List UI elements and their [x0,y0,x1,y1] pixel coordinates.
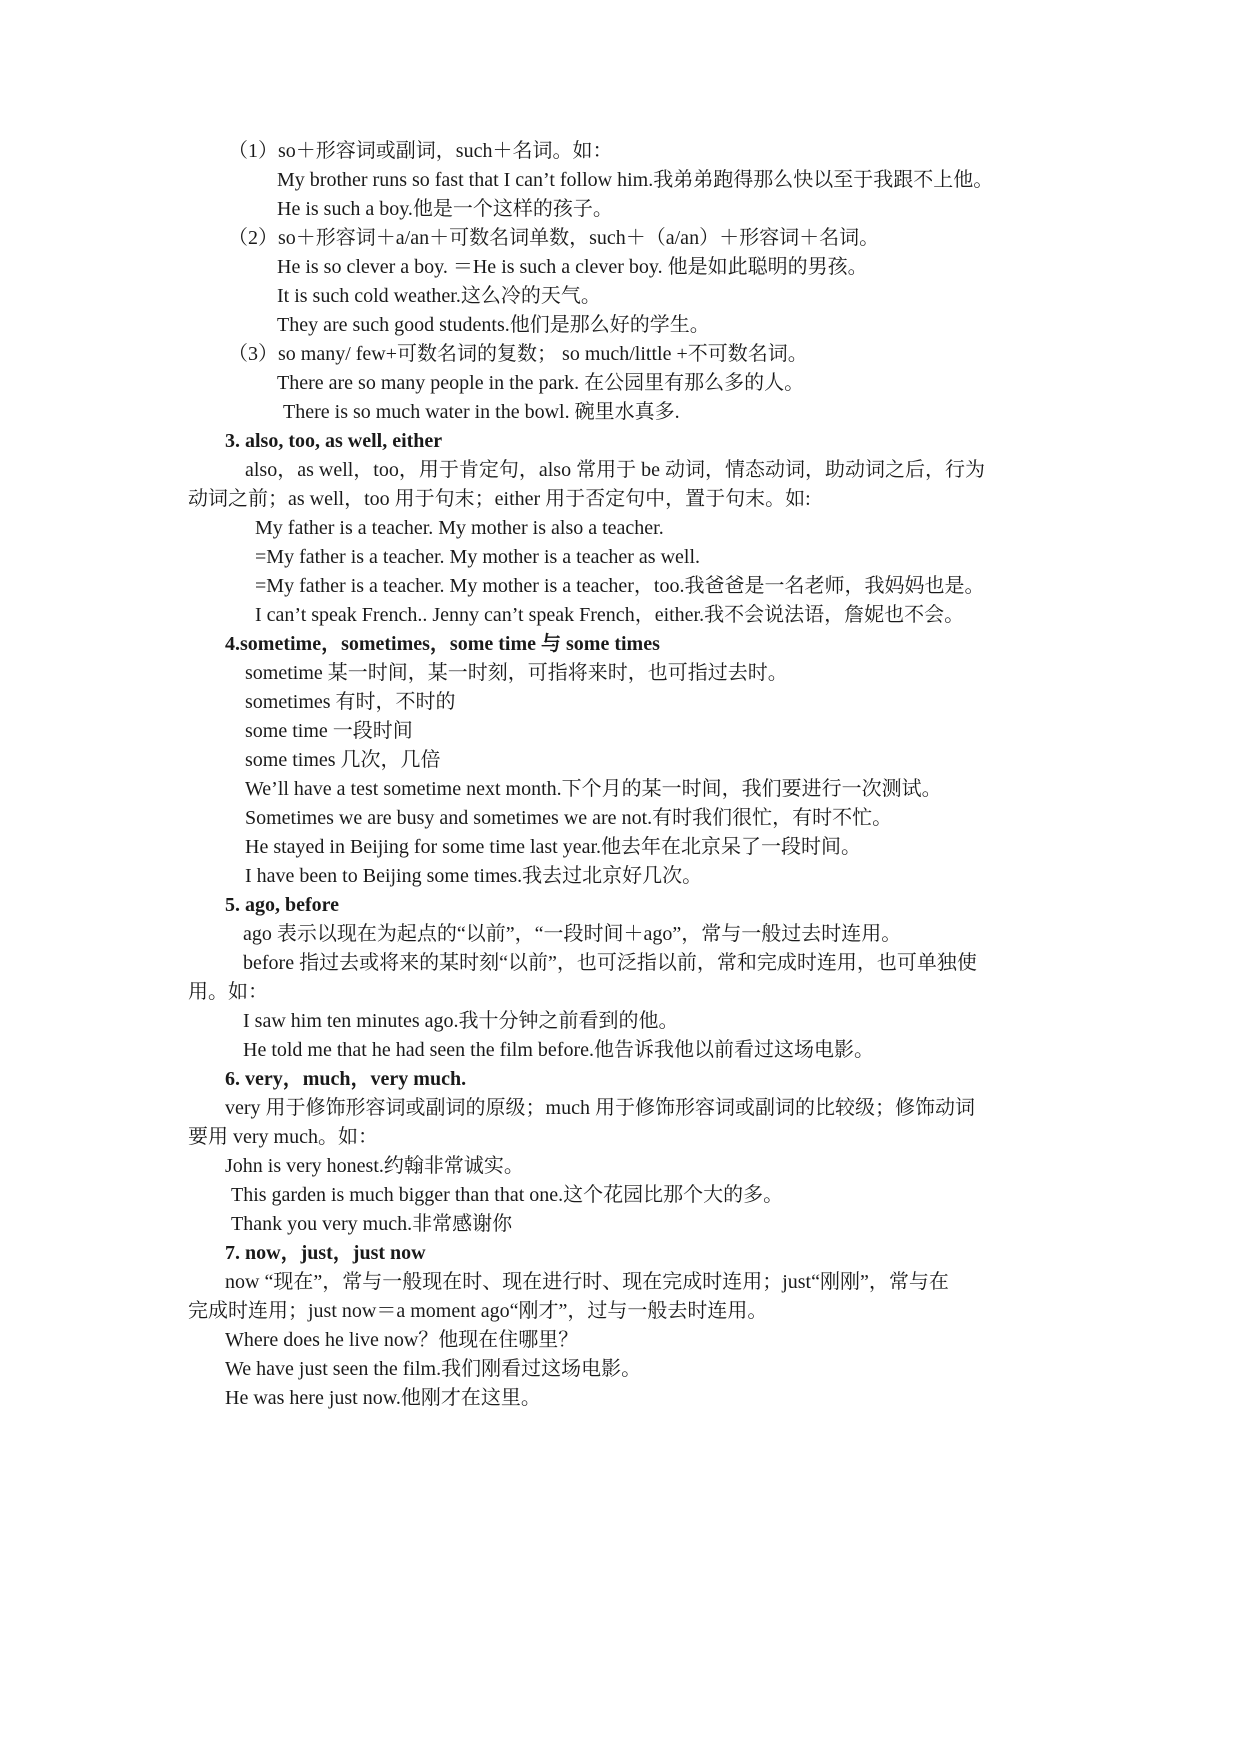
section-6-heading: 6. very，much，very much. [225,1068,467,1090]
rule-3-heading: （3）so many/ few+可数名词的复数； so much/little +不可数名词。 [228,343,808,365]
example-sentence: We have just seen the film.我们刚看过这场电影。 [225,1358,642,1380]
example-sentence: He is such a boy.他是一个这样的孩子。 [277,198,613,220]
example-sentence: My father is a teacher. My mother is also a teacher. [255,517,664,539]
example-sentence: My brother runs so fast that I can’t follow him.我弟弟跑得那么快以至于我跟不上他。 [277,169,994,191]
definition-line: sometimes 有时，不时的 [245,691,456,713]
explanation-text: before 指过去或将来的某时刻“以前”，也可泛指以前，常和完成时连用，也可单独使 [243,952,977,974]
section-4-heading: 4.sometime，sometimes，some time 与 some times [225,633,660,655]
example-sentence: Thank you very much.非常感谢你 [231,1213,513,1235]
example-sentence: Where does he live now？他现在住哪里？ [225,1329,579,1351]
definition-line: some times 几次，几倍 [245,749,441,771]
example-sentence: There are so many people in the park. 在公园里有那么多的人。 [277,372,805,394]
example-sentence: He told me that he had seen the film before.他告诉我他以前看过这场电影。 [243,1039,874,1061]
example-sentence: He is so clever a boy. ＝He is such a clever boy. 他是如此聪明的男孩。 [277,256,868,278]
example-sentence: John is very honest.约翰非常诚实。 [225,1155,524,1177]
explanation-text: also，as well，too，用于肯定句，also 常用于 be 动词，情态动词，助动词之后，行为 [245,459,985,481]
example-sentence: He stayed in Beijing for some time last year.他去年在北京呆了一段时间。 [245,836,862,858]
explanation-text: 要用 very much。如： [188,1126,378,1148]
explanation-text: 完成时连用；just now＝a moment ago“刚才”，过与一般去时连用。 [188,1300,768,1322]
example-sentence: They are such good students.他们是那么好的学生。 [277,314,710,336]
example-sentence: This garden is much bigger than that one.这个花园比那个大的多。 [231,1184,784,1206]
definition-line: some time 一段时间 [245,720,413,742]
example-sentence: I saw him ten minutes ago.我十分钟之前看到的他。 [243,1010,679,1032]
example-sentence: He was here just now.他刚才在这里。 [225,1387,541,1409]
explanation-text: now “现在”，常与一般现在时、现在进行时、现在完成时连用；just“刚刚”，常与在 [225,1271,949,1293]
example-sentence: =My father is a teacher. My mother is a teacher，too.我爸爸是一名老师，我妈妈也是。 [255,575,985,597]
example-sentence: We’ll have a test sometime next month.下个月的某一时间，我们要进行一次测试。 [245,778,942,800]
example-sentence: I have been to Beijing some times.我去过北京好几次。 [245,865,703,887]
example-sentence: It is such cold weather.这么冷的天气。 [277,285,601,307]
example-sentence: Sometimes we are busy and sometimes we are not.有时我们很忙，有时不忙。 [245,807,893,829]
explanation-text: ago 表示以现在为起点的“以前”，“一段时间＋ago”，常与一般过去时连用。 [243,923,902,945]
section-7-heading: 7. now，just，just now [225,1242,426,1264]
explanation-text: 动词之前；as well，too 用于句末；either 用于否定句中，置于句末。如: [188,488,811,510]
definition-line: sometime 某一时间，某一时刻，可指将来时，也可指过去时。 [245,662,788,684]
rule-1-heading: （1）so＋形容词或副词，such＋名词。如： [228,140,613,162]
section-3-heading: 3. also, too, as well, either [225,430,443,452]
explanation-text: 用。如： [188,981,268,1003]
example-sentence: =My father is a teacher. My mother is a teacher as well. [255,546,700,568]
example-sentence: There is so much water in the bowl. 碗里水真多. [283,401,680,423]
section-5-heading: 5. ago, before [225,894,340,916]
example-sentence: I can’t speak French.. Jenny can’t speak French，either.我不会说法语，詹妮也不会。 [255,604,965,626]
rule-2-heading: （2）so＋形容词＋a/an＋可数名词单数，such＋（a/an）＋形容词＋名词。 [228,227,880,249]
explanation-text: very 用于修饰形容词或副词的原级；much 用于修饰形容词或副词的比较级；修饰动词 [225,1097,975,1119]
